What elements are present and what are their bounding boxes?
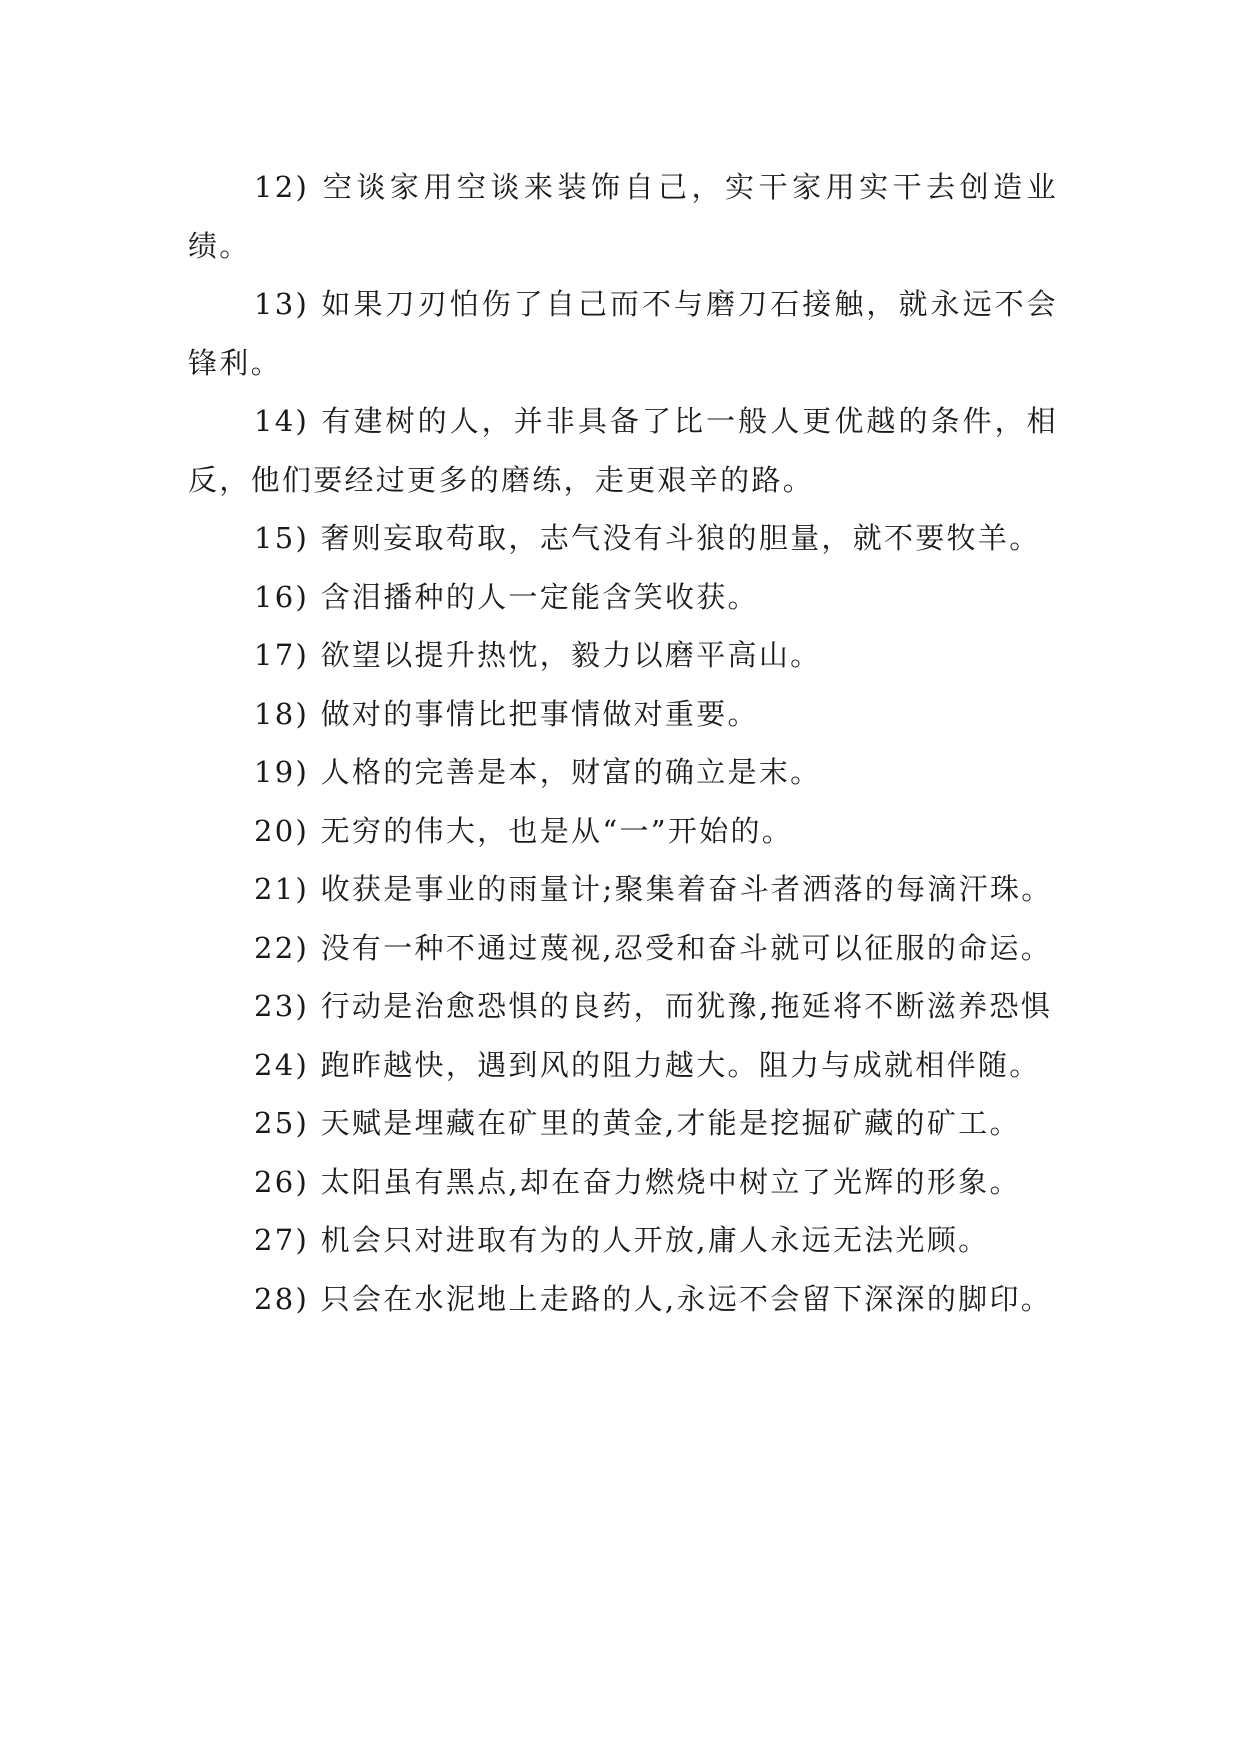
quote-paragraph-23: 23) 行动是治愈恐惧的良药，而犹豫,拖延将不断滋养恐惧: [254, 989, 1053, 1023]
quote-paragraph-25: 25) 天赋是埋藏在矿里的黄金,才能是挖掘矿藏的矿工。: [254, 1106, 1021, 1140]
quote-paragraph-16: 16) 含泪播种的人一定能含笑收获。: [254, 579, 759, 614]
quote-paragraph-17: 17) 欲望以提升热忱，毅力以磨平高山。: [254, 638, 822, 672]
document-body: [188, 158, 1058, 1328]
quote-paragraph-13: 13) 如果刀刃怕伤了自己而不与磨刀石接触，就永远不会锋利。: [188, 287, 1058, 380]
quote-paragraph-22: 22) 没有一种不通过蔑视,忍受和奋斗就可以征服的命运。: [254, 930, 1053, 965]
quote-paragraph-18: 18) 做对的事情比把事情做对重要。: [254, 696, 759, 731]
quote-paragraph-12: 12) 空谈家用空谈来装饰自己，实干家用实干去创造业绩。: [188, 170, 1058, 263]
quote-paragraph-21: 21) 收获是事业的雨量计;聚集着奋斗者洒落的每滴汗珠。: [254, 872, 1053, 906]
quote-paragraph-19: 19) 人格的完善是本，财富的确立是末。: [254, 755, 822, 789]
quote-paragraph-28: 28) 只会在水泥地上走路的人,永远不会留下深深的脚印。: [254, 1281, 1053, 1316]
quote-paragraph-15: 15) 奢则妄取苟取，志气没有斗狼的胆量，就不要牧羊。: [254, 521, 1041, 555]
quote-paragraph-27: 27) 机会只对进取有为的人开放,庸人永远无法光顾。: [254, 1223, 990, 1257]
quote-paragraph-24: 24) 跑昨越快，遇到风的阻力越大。阻力与成就相伴随。: [254, 1047, 1041, 1082]
quote-paragraph-14: 14) 有建树的人，并非具备了比一般人更优越的条件，相反，他们要经过更多的磨练，走更艰辛的路。: [188, 404, 1058, 497]
quote-paragraph-20: 20) 无穷的伟大，也是从“一”开始的。: [254, 813, 794, 848]
quote-paragraph-26: 26) 太阳虽有黑点,却在奋力燃烧中树立了光辉的形象。: [254, 1164, 1021, 1199]
